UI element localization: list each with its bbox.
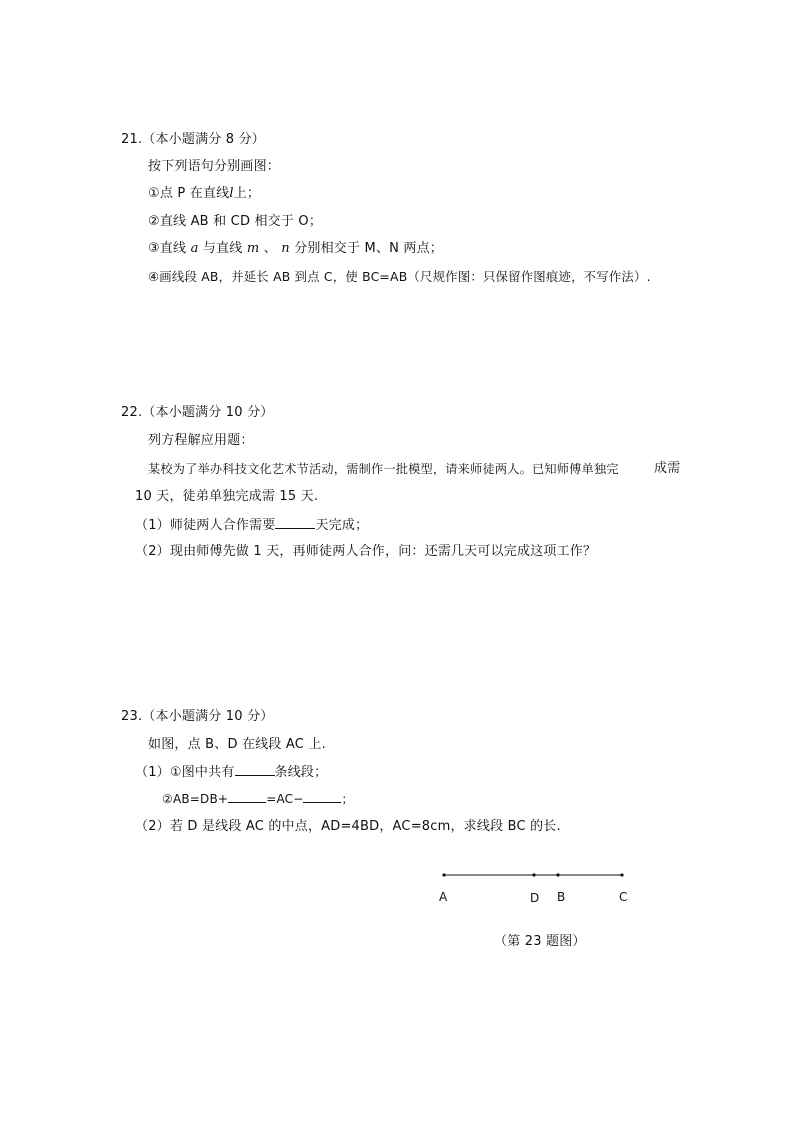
point-d [532,873,535,876]
q22-body-line-2: 10 天，徒弟单独完成需 15 天. [135,489,319,504]
point-c [620,873,623,876]
q21-item-1 [148,186,260,202]
q23-part-1b-pre: ②AB=DB+ [162,792,229,806]
q23-part-1b-mid: =AC− [266,792,304,806]
q22-intro: 列方程解应用题： [148,433,254,448]
q21-item-3-pre: ③直线 [148,241,187,256]
var-l: l [229,186,234,201]
q23-part-1b-post: ； [341,792,354,806]
answer-blank[interactable] [275,517,315,529]
q23-part-1-post: 条线段； [274,765,328,780]
q22-header: 22.（本小题满分 10 分） [121,405,274,420]
q21-header: 21.（本小题满分 8 分） [121,132,266,147]
q21-item-2: ②直线 AB 和 CD 相交于 O； [148,214,323,229]
q23-part-1-pre: （1）①图中共有 [135,765,235,780]
q21-item-4: ④画线段 AB，并延长 AB 到点 C，使 BC=AB（尺规作图：只保留作图痕迹，不写作法）. [148,269,651,284]
q22-body-line-1-tail: 成需 [654,461,681,476]
q23-part-1 [135,764,327,781]
q23-intro: 如图，点 B、D 在线段 AC 上. [148,737,326,752]
answer-blank[interactable] [235,764,275,776]
q23-part-2: （2）若 D 是线段 AC 的中点，AD=4BD，AC=8cm，求线段 BC 的长. [135,819,561,834]
q21-item-1-post: 上； [233,186,261,201]
q23-part-1b [162,791,354,807]
q22-part-1 [135,517,368,534]
q21-item-3-sep: 、 [263,241,277,256]
q22-part-2: （2）现由师傅先做 1 天，再师徒两人合作，问：还需几天可以完成这项工作？ [135,544,597,559]
q22-part-1-pre: （1）师徒两人合作需要 [135,518,276,533]
point-b [556,873,559,876]
q21-intro: 按下列语句分别画图： [148,159,281,174]
answer-blank[interactable] [303,791,341,803]
label-b: B [557,890,566,904]
q21-item-1-pre: ①点 P 在直线 [148,186,230,201]
q23-figure-caption: （第 23 题图） [494,934,586,949]
label-d: D [530,891,540,905]
var-m: m [246,241,260,256]
q22-part-1-post: 天完成； [315,518,369,533]
point-a [442,873,445,876]
label-a: A [439,890,448,904]
q21-item-3-post: 分别相交于 M、N 两点； [294,241,444,256]
q23-header: 23.（本小题满分 10 分） [121,709,274,724]
label-c: C [619,890,628,904]
q21-item-3-mid: 与直线 [202,241,243,256]
q23-figure [430,862,640,912]
q22-body-line-1: 某校为了举办科技文化艺术节活动，需制作一批模型，请来师徒两人。已知师傅单独完 [148,462,619,476]
answer-blank[interactable] [228,791,266,803]
var-n: n [281,241,290,256]
q21-item-3 [148,241,443,257]
var-a: a [190,241,199,256]
